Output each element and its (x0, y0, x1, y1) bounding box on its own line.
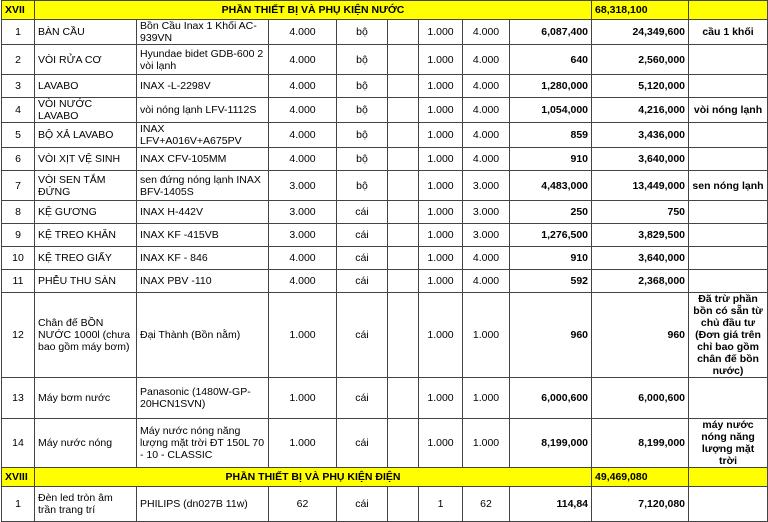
model-cell: Panasonic (1480W-GP-20HCN1SVN) (137, 378, 269, 419)
quantity-cell: 1.000 (269, 419, 337, 468)
factor-cell: 1.000 (419, 123, 463, 148)
table-row (2, 419, 768, 468)
unit-cell: bộ (337, 123, 388, 148)
note-cell (689, 247, 768, 270)
unit-price-cell: 6,000,600 (510, 378, 592, 419)
note-cell (689, 148, 768, 171)
quantity-cell: 62 (269, 487, 337, 522)
note-cell (689, 487, 768, 522)
section-note-cell (689, 468, 768, 487)
unit-cell: cái (337, 419, 388, 468)
item-name-cell: KỆ GƯƠNG (35, 201, 137, 224)
row-number-cell: 10 (2, 247, 35, 270)
quantity-cell: 1.000 (269, 378, 337, 419)
unit-price-cell: 1,276,500 (510, 224, 592, 247)
amount-cell: 24,349,600 (592, 20, 689, 45)
quantity-total-cell: 62 (463, 487, 510, 522)
empty-cell (388, 487, 419, 522)
unit-price-cell: 910 (510, 247, 592, 270)
amount-cell: 8,199,000 (592, 419, 689, 468)
model-cell: INAX KF -415VB (137, 224, 269, 247)
empty-cell (388, 148, 419, 171)
note-cell: Đã trừ phần bồn có sẵn từ chủ đầu tư (Đơn giá trên chỉ bao gồm chân đế bồn nước) (689, 293, 768, 378)
empty-cell (388, 20, 419, 45)
item-name-cell: KỆ TREO GIẤY (35, 247, 137, 270)
empty-cell (388, 45, 419, 75)
table-row (2, 270, 768, 293)
note-cell (689, 201, 768, 224)
factor-cell: 1.000 (419, 419, 463, 468)
table-body (2, 1, 768, 522)
factor-cell: 1.000 (419, 224, 463, 247)
model-cell: Bồn Cầu Inax 1 Khối AC-939VN (137, 20, 269, 45)
amount-cell: 13,449,000 (592, 171, 689, 201)
quantity-cell: 4.000 (269, 247, 337, 270)
row-number-cell: 9 (2, 224, 35, 247)
factor-cell: 1.000 (419, 75, 463, 98)
model-cell: sen đứng nóng lạnh INAX BFV-1405S (137, 171, 269, 201)
table-row (2, 487, 768, 522)
unit-cell: bộ (337, 171, 388, 201)
amount-cell: 2,368,000 (592, 270, 689, 293)
item-name-cell: BỘ XẢ LAVABO (35, 123, 137, 148)
empty-cell (388, 224, 419, 247)
unit-cell: cái (337, 201, 388, 224)
model-cell: INAX -L-2298V (137, 75, 269, 98)
row-number-cell: 1 (2, 487, 35, 522)
row-number-cell: 2 (2, 45, 35, 75)
row-number-cell: 4 (2, 98, 35, 123)
amount-cell: 3,640,000 (592, 148, 689, 171)
item-name-cell: Máy bơm nước (35, 378, 137, 419)
quantity-cell: 3.000 (269, 201, 337, 224)
item-name-cell: BÀN CẦU (35, 20, 137, 45)
amount-cell: 4,216,000 (592, 98, 689, 123)
item-name-cell: Đèn led tròn âm trần trang trí (35, 487, 137, 522)
note-cell: cầu 1 khối (689, 20, 768, 45)
table-row (2, 247, 768, 270)
row-number-cell: 5 (2, 123, 35, 148)
table-row (2, 171, 768, 201)
amount-cell: 6,000,600 (592, 378, 689, 419)
note-cell (689, 378, 768, 419)
table-row (2, 98, 768, 123)
unit-cell: bộ (337, 98, 388, 123)
unit-price-cell: 6,087,400 (510, 20, 592, 45)
empty-cell (388, 247, 419, 270)
unit-cell: cái (337, 247, 388, 270)
factor-cell: 1.000 (419, 201, 463, 224)
note-cell (689, 45, 768, 75)
table-row (2, 20, 768, 45)
note-cell: sen nóng lạnh (689, 171, 768, 201)
quantity-cell: 4.000 (269, 75, 337, 98)
row-number-cell: 8 (2, 201, 35, 224)
section-header-row (2, 468, 768, 487)
factor-cell: 1 (419, 487, 463, 522)
row-number-cell: 3 (2, 75, 35, 98)
section-header-row (2, 1, 768, 20)
quantity-cell: 4.000 (269, 123, 337, 148)
row-number-cell: 14 (2, 419, 35, 468)
unit-price-cell: 8,199,000 (510, 419, 592, 468)
factor-cell: 1.000 (419, 270, 463, 293)
quantity-total-cell: 1.000 (463, 378, 510, 419)
table-row (2, 123, 768, 148)
row-number-cell: 12 (2, 293, 35, 378)
unit-price-cell: 859 (510, 123, 592, 148)
quantity-total-cell: 4.000 (463, 98, 510, 123)
table-row (2, 45, 768, 75)
quantity-total-cell: 3.000 (463, 171, 510, 201)
model-cell: INAX CFV-105MM (137, 148, 269, 171)
section-title: PHẦN THIẾT BỊ VÀ PHỤ KIỆN ĐIỆN (35, 468, 592, 487)
empty-cell (388, 123, 419, 148)
row-number-cell: 13 (2, 378, 35, 419)
item-name-cell: VÒI NƯỚC LAVABO (35, 98, 137, 123)
unit-price-cell: 592 (510, 270, 592, 293)
item-name-cell: VÒI SEN TẮM ĐỨNG (35, 171, 137, 201)
quantity-cell: 1.000 (269, 293, 337, 378)
amount-cell: 3,829,500 (592, 224, 689, 247)
section-title: PHẦN THIẾT BỊ VÀ PHỤ KIỆN NƯỚC (35, 1, 592, 20)
factor-cell: 1.000 (419, 148, 463, 171)
quantity-total-cell: 4.000 (463, 270, 510, 293)
quantity-cell: 3.000 (269, 224, 337, 247)
empty-cell (388, 293, 419, 378)
section-code: XVIII (2, 468, 35, 487)
item-name-cell: KỆ TREO KHĂN (35, 224, 137, 247)
quantity-total-cell: 4.000 (463, 20, 510, 45)
item-name-cell: VÒI XỊT VỆ SINH (35, 148, 137, 171)
amount-cell: 2,560,000 (592, 45, 689, 75)
row-number-cell: 11 (2, 270, 35, 293)
unit-cell: bộ (337, 148, 388, 171)
empty-cell (388, 270, 419, 293)
amount-cell: 750 (592, 201, 689, 224)
unit-cell: cái (337, 270, 388, 293)
amount-cell: 7,120,080 (592, 487, 689, 522)
quantity-total-cell: 4.000 (463, 148, 510, 171)
item-name-cell: LAVABO (35, 75, 137, 98)
empty-cell (388, 378, 419, 419)
quantity-cell: 4.000 (269, 148, 337, 171)
factor-cell: 1.000 (419, 20, 463, 45)
model-cell: INAX KF - 846 (137, 247, 269, 270)
quantity-cell: 4.000 (269, 20, 337, 45)
amount-cell: 3,640,000 (592, 247, 689, 270)
quantity-cell: 4.000 (269, 98, 337, 123)
quotation-table (1, 0, 768, 522)
table-row (2, 293, 768, 378)
table-row (2, 148, 768, 171)
model-cell: vòi nóng lạnh LFV-1112S (137, 98, 269, 123)
item-name-cell: Máy nước nóng (35, 419, 137, 468)
empty-cell (388, 171, 419, 201)
model-cell: PHILIPS (dn027B 11w) (137, 487, 269, 522)
unit-price-cell: 250 (510, 201, 592, 224)
row-number-cell: 1 (2, 20, 35, 45)
model-cell: INAX LFV+A016V+A675PV (137, 123, 269, 148)
amount-cell: 960 (592, 293, 689, 378)
quantity-total-cell: 4.000 (463, 123, 510, 148)
note-cell: máy nước nóng năng lượng mặt trời (689, 419, 768, 468)
quantity-total-cell: 1.000 (463, 293, 510, 378)
item-name-cell: VÒI RỬA CƠ (35, 45, 137, 75)
note-cell: vòi nóng lạnh (689, 98, 768, 123)
model-cell: INAX H-442V (137, 201, 269, 224)
unit-cell: cái (337, 293, 388, 378)
model-cell: Đại Thành (Bồn nằm) (137, 293, 269, 378)
unit-price-cell: 910 (510, 148, 592, 171)
empty-cell (388, 98, 419, 123)
quantity-cell: 3.000 (269, 171, 337, 201)
item-name-cell: Chân đế BỒN NƯỚC 1000l (chưa bao gồm máy bơm) (35, 293, 137, 378)
quantity-total-cell: 4.000 (463, 75, 510, 98)
row-number-cell: 7 (2, 171, 35, 201)
quantity-total-cell: 4.000 (463, 247, 510, 270)
unit-price-cell: 4,483,000 (510, 171, 592, 201)
empty-cell (388, 201, 419, 224)
factor-cell: 1.000 (419, 98, 463, 123)
quantity-total-cell: 1.000 (463, 419, 510, 468)
unit-cell: cái (337, 378, 388, 419)
unit-price-cell: 1,280,000 (510, 75, 592, 98)
quantity-total-cell: 4.000 (463, 45, 510, 75)
unit-cell: bộ (337, 75, 388, 98)
unit-cell: cái (337, 487, 388, 522)
row-number-cell: 6 (2, 148, 35, 171)
section-total: 68,318,100 (592, 1, 689, 20)
unit-cell: bộ (337, 45, 388, 75)
model-cell: Máy nước nóng năng lượng mặt trời ĐT 150L 70 - 10 - CLASSIC (137, 419, 269, 468)
note-cell (689, 75, 768, 98)
factor-cell: 1.000 (419, 378, 463, 419)
item-name-cell: PHỄU THU SÀN (35, 270, 137, 293)
table-row (2, 201, 768, 224)
note-cell (689, 123, 768, 148)
table-row (2, 378, 768, 419)
quantity-cell: 4.000 (269, 45, 337, 75)
table-row (2, 75, 768, 98)
factor-cell: 1.000 (419, 247, 463, 270)
section-total: 49,469,080 (592, 468, 689, 487)
unit-price-cell: 960 (510, 293, 592, 378)
model-cell: INAX PBV -110 (137, 270, 269, 293)
section-code: XVII (2, 1, 35, 20)
unit-price-cell: 640 (510, 45, 592, 75)
quantity-cell: 4.000 (269, 270, 337, 293)
model-cell: Hyundae bidet GDB-600 2 vòi lạnh (137, 45, 269, 75)
note-cell (689, 224, 768, 247)
factor-cell: 1.000 (419, 293, 463, 378)
table-row (2, 224, 768, 247)
unit-cell: cái (337, 224, 388, 247)
factor-cell: 1.000 (419, 45, 463, 75)
empty-cell (388, 419, 419, 468)
quantity-total-cell: 3.000 (463, 201, 510, 224)
amount-cell: 3,436,000 (592, 123, 689, 148)
empty-cell (388, 75, 419, 98)
unit-price-cell: 114,84 (510, 487, 592, 522)
unit-cell: bộ (337, 20, 388, 45)
unit-price-cell: 1,054,000 (510, 98, 592, 123)
section-note-cell (689, 1, 768, 20)
quantity-total-cell: 3.000 (463, 224, 510, 247)
amount-cell: 5,120,000 (592, 75, 689, 98)
note-cell (689, 270, 768, 293)
factor-cell: 1.000 (419, 171, 463, 201)
